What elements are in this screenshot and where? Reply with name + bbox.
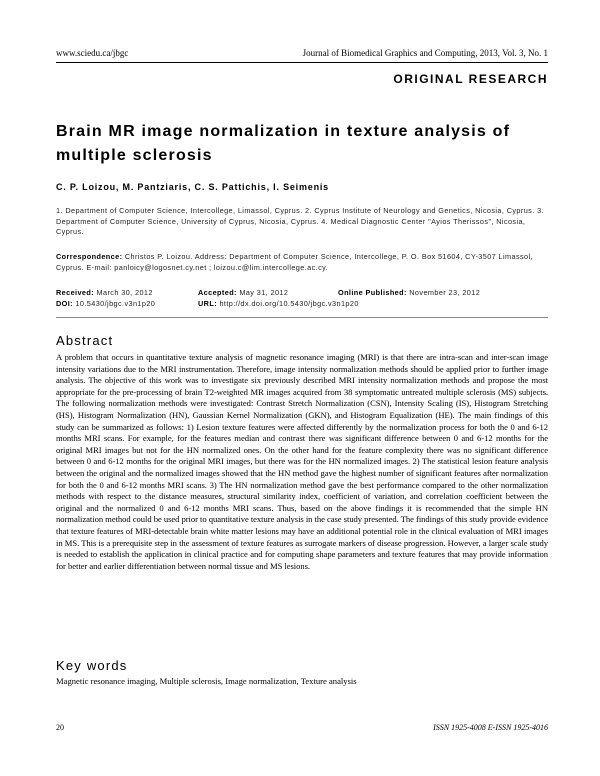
article-identifiers [56,298,548,310]
url [198,298,359,309]
keywords-heading: Key words [56,658,128,673]
issn: ISSN 1925-4008 E-ISSN 1925-4016 [433,723,548,732]
correspondence-label: Correspondence: [56,252,123,261]
received-date [56,287,153,298]
accepted-label: Accepted: [198,288,237,297]
received-value: March 30, 2012 [96,288,153,297]
journal-citation: Journal of Biomedical Graphics and Computing, 2013, Vol. 3, No. 1 [302,48,548,58]
affiliations: 1. Department of Computer Science, Intercollege, Limassol, Cyprus. 2. Cyprus Institute of Neurology and Genetics, Nicosia, Cyprus. 3. Department of Computer Science, University of Cyprus, Nicosia, Cyprus. 4. Medical Diagnostic Center "Ayios Therissos", Nicosia, Cyprus. [56,206,544,236]
received-label: Received: [56,288,95,297]
running-header [56,47,548,59]
paper-title: Brain MR image normalization in texture analysis of multiple sclerosis [56,123,511,164]
doi-label: DOI: [56,299,74,308]
page-footer [56,722,548,734]
abstract-heading: Abstract [56,333,114,348]
section-divider [56,317,548,318]
author-list: C. P. Loizou, M. Pantziaris, C. S. Pattichis, I. Seimenis [56,182,329,192]
published-date [338,287,480,298]
published-value: November 23, 2012 [409,288,481,297]
page-number: 20 [56,723,64,732]
published-label: Online Published: [338,288,407,297]
abstract-text: A problem that occurs in quantitative texture analysis of magnetic resonance imaging (MRI) is that there are intra-scan and inter-scan image intensity variations due to the MRI instrumentation. Therefore, image intensity normalization methods should be applied prior to further image analysis. The objective of this work was to investigate six previously described MRI intensity normalization methods and propose the most appropriate for the pre-processing of brain T2-weighted MR images acquired from 38 symptomatic untreated multiple sclerosis (MS) subjects. The following normalization methods were investigated: Contrast Stretch Normalization (CSN), Intensity Scaling (IS), Histogram Stretching (HS), Histogram Normalization (HN), Gaussian Kernel Normalization (GKN), and Histogram Equalization (HE). The main findings of this study can be summarized as follows: 1) Lesion texture features were affected differently by the normalization process for both the 0 and 6-12 months MRI scans. For example, for the features median and contrast there was significant difference between 0 and 6-12 months for the original MRI images but not for the HN normalized ones. On the other hand for the feature complexity there was no significant difference between 0 and 6-12 months for the original MRI images, but there was for the HN normalized images. 2) The statistical lesion feature analysis between the original and the normalized images showed that the HN method gave the highest number of significant features after normalization for both the 0 and 6-12 months MRI scans. 3) The HN normalization method gave the best performance compared to the other normalization methods with respect to the distance measures, structural similarity index, coefficient of variation, and correlation coefficient between the original and the normalized 0 and 6-12 months MRI scans. Thus, based on the above findings it is recommended that the simple HN normalization method could be used prior to quantitative texture analysis in the case study presented. The findings of this study provide evidence that texture features of MRI-detectable brain white matter lesions may have an additional potential role in the clinical evaluation of MRI images in MS. This is a prerequisite step in the assessment of texture features as surrogate markers of disease progression. However, a larger scale study is needed to establish the application in clinical practice and for computing shape parameters and texture features that may provide information for better and earlier differentiation between normal tissue and MS lesions. [56,352,548,571]
article-type-label: ORIGINAL RESEARCH [393,72,548,86]
journal-website[interactable]: www.sciedu.ca/jbgc [56,48,129,58]
header-divider [56,62,548,63]
doi [56,298,155,309]
url-label: URL: [198,299,218,308]
correspondence-text: Christos P. Loizou. Address: Department of Computer Science, Intercollege, P. O. Box 51604, CY-3507 Limassol, Cyprus. E-mail: panloicy@logosnet.cy.net ; loizou.c@lim.intercollege.ac.cy. [56,252,533,272]
correspondence [56,252,548,273]
keywords-text: Magnetic resonance imaging, Multiple sclerosis, Image normalization, Texture analysis [56,676,357,686]
doi-value[interactable]: 10.5430/jbgc.v3n1p20 [75,299,156,308]
accepted-date [198,287,288,298]
accepted-value: May 31, 2012 [239,288,289,297]
url-link[interactable]: http://dx.doi.org/10.5430/jbgc.v3n1p20 [219,299,359,308]
